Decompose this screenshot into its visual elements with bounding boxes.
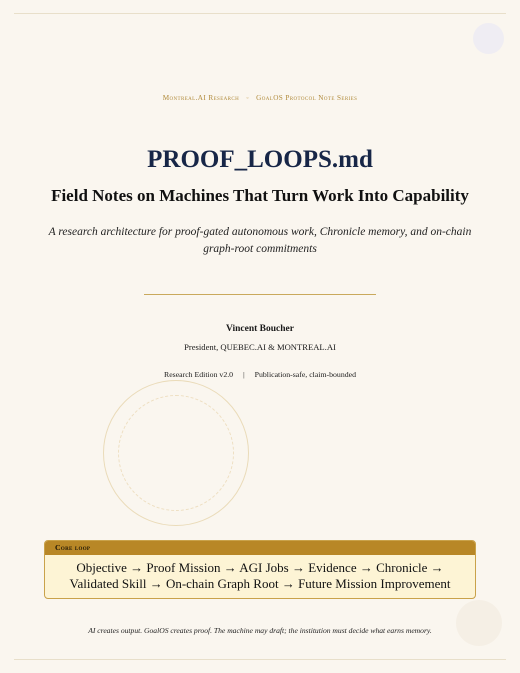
author-name: Vincent Boucher [226,324,294,334]
decorative-ring-inner [118,395,234,511]
page-subtitle: Field Notes on Machines That Turn Work Into Capability [51,186,469,205]
core-loop-text: Objective → Proof Mission → AGI Jobs → Evidence → Chronicle → Validated Skill → On-chain Graph Root → Future Mission Improvement [69,560,451,591]
decorative-circle-bottom-right [456,600,502,646]
edition-line [0,370,520,379]
page-title: PROOF_LOOPS.md [147,146,373,173]
edition-separator: | [243,370,245,379]
footer-note: AI creates output. GoalOS creates proof. The machine may draft; the institution must decide what earns memory. [88,626,432,635]
decorative-circle-top-right [473,23,504,54]
edition-version: Research Edition v2.0 [164,370,234,379]
top-rule [14,13,506,14]
gold-divider [144,294,376,295]
series-header [0,94,520,102]
series-org: Montreal.AI Research [162,94,240,102]
series-name: GoalOS Protocol Note Series [256,94,358,102]
series-separator: ◦ [246,94,250,102]
tagline: A research architecture for proof-gated autonomous work, Chronicle memory, and on-chain graph-root commitments [48,226,472,255]
author-affiliation: President, QUEBEC.AI & MONTREAL.AI [184,342,336,352]
edition-note: Publication-safe, claim-bounded [254,370,356,379]
core-loop-label: Core loop [45,541,475,555]
bottom-rule [14,659,506,660]
core-loop-box [44,540,476,599]
